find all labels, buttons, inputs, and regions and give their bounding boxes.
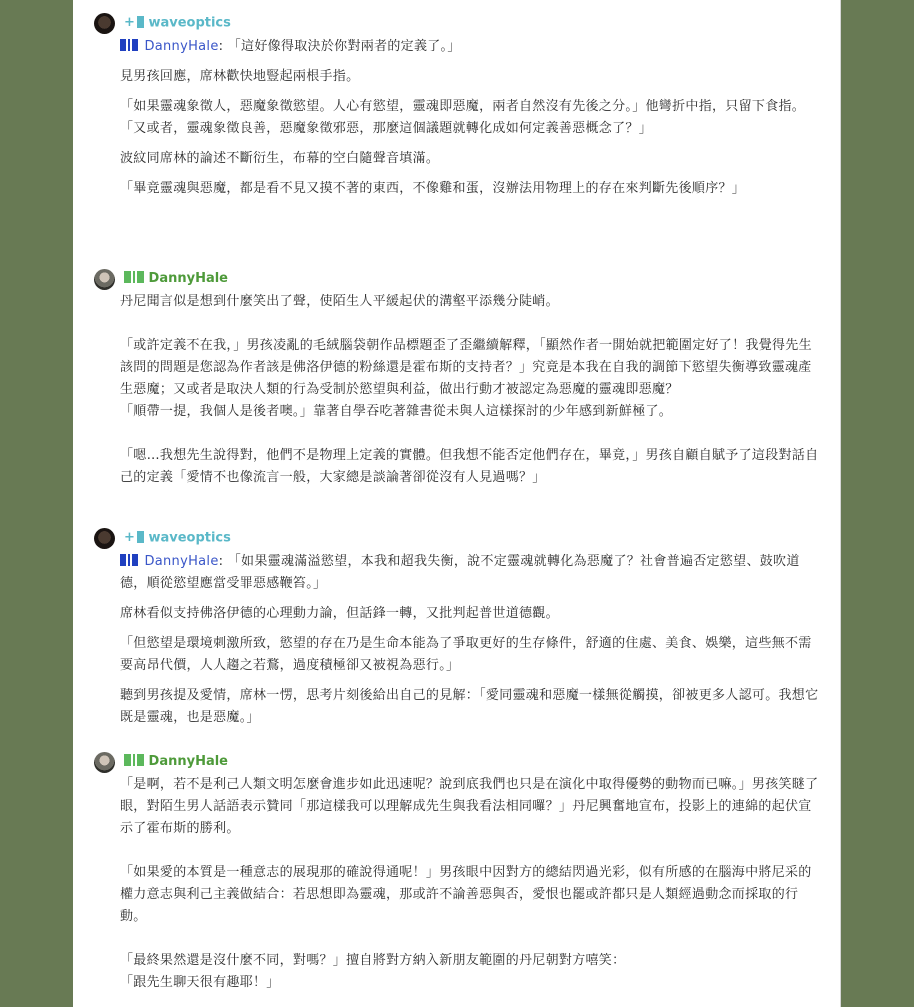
avatar[interactable] [94, 752, 115, 773]
plus-badge-icon: + [124, 15, 135, 30]
paragraph: 「嗯…我想先生說得對，他們不是物理上定義的實體。但我想不能否定他們存在，畢竟，」男孩自顧自賦予了這段對話自己的定義「愛情不也像流言一般，大家總是談論著卻從沒有人見過嗎？」 [120, 448, 819, 485]
paragraph: 「跟先生聊天很有趣耶！」 [120, 975, 280, 990]
paragraph: 聽到男孩提及愛情，席林一愣，思考片刻後給出自己的見解：「愛同靈魂和惡魔一樣無從觸摸，卻被更多人認可。我想它既是靈魂，也是惡魔。」 [120, 688, 819, 725]
paragraph: 「是啊，若不是利己人類文明怎麼會進步如此迅速呢？說到底我們也只是在演化中取得優勢的動物而已嘛。」男孩笑瞇了眼，對陌生男人話語表示贊同「那這樣我可以理解成先生與我看法相同囉？」丹尼興奮地宣布，投影上的連綿的起伏宣示了霍布斯的勝利。 [120, 777, 819, 836]
avatar[interactable] [94, 13, 115, 34]
username-text: waveoptics [148, 15, 231, 31]
color-block-icon [137, 16, 144, 28]
username-text: DannyHale [148, 754, 229, 769]
paragraph: 見男孩回應，席林歡快地豎起兩根手指。 [120, 69, 360, 84]
paragraph: 「畢竟靈魂與惡魔，都是看不見又摸不著的東西，不像雞和蛋，沒辦法用物理上的存在來判斷先後順序？」 [120, 181, 746, 196]
speaker-line [120, 551, 820, 595]
username[interactable] [124, 271, 228, 287]
speaker-divider-icon [128, 554, 130, 566]
chat-log-panel [73, 0, 841, 1007]
message-body [120, 551, 820, 737]
paragraph: 席林看似支持佛洛伊德的心理動力論，但話鋒一轉，又批判起普世道德觀。 [120, 606, 559, 621]
paragraph: 「如果愛的本質是一種意志的展現那的確說得通呢！」男孩眼中因對方的總結閃過光彩，似有所感的在腦海中將尼采的權力意志與利己主義做結合：若思想即為靈魂，那或許不論善惡與否，愛恨也罷或許都只是人類經過動念而採取的行動。 [120, 865, 812, 924]
plus-badge-icon: + [124, 530, 135, 545]
divider-icon [133, 754, 135, 766]
speaker-quote: : 「如果靈魂滿溢慾望，本我和超我失衡，說不定靈魂就轉化為惡魔了？社會普遍否定慾望、鼓吹道德，順從慾望應當受罪惡感鞭笞。」 [120, 554, 800, 591]
speaker-divider-icon [128, 39, 130, 51]
color-block-icon [124, 754, 131, 766]
message-body [120, 36, 820, 208]
speaker-block-icon [120, 554, 126, 566]
color-block-icon [137, 271, 144, 283]
paragraph: 波紋同席林的論述不斷衍生，布幕的空白隨聲音填滿。 [120, 151, 440, 166]
message-body [120, 291, 820, 497]
paragraph: 「最終果然還是沒什麼不同，對嗎？」擅自將對方納入新朋友範圍的丹尼朝對方嘻笑： [120, 953, 626, 968]
avatar[interactable] [94, 269, 115, 290]
color-block-icon [124, 271, 131, 283]
username-text: waveoptics [148, 530, 231, 546]
speaker-block-icon [120, 39, 126, 51]
username[interactable] [124, 15, 231, 31]
username-text: DannyHale [148, 271, 229, 286]
speaker-quote: : 「這好像得取決於你對兩者的定義了。」 [218, 39, 461, 54]
divider-icon [133, 271, 135, 283]
color-block-icon [137, 754, 144, 766]
paragraph: 「或許定義不在我，」男孩凌亂的毛絨腦袋朝作品標題歪了歪繼續解釋，「顯然作者一開始就把範圍定好了！我覺得先生該問的問題是您認為作者該是佛洛伊德的粉絲還是霍布斯的支持者？」究竟是本我在自我的調節下慾望失衡導致靈魂產生惡魔；又或者是取決人類的行為受制於慾望與利益，做出行動才被認定為惡魔的靈魂即惡魔？ [120, 338, 812, 397]
speaker-name: DannyHale [144, 39, 219, 54]
paragraph: 丹尼聞言似是想到什麼笑出了聲，使陌生人平緩起伏的溝壑平添幾分陡峭。 [120, 294, 559, 309]
speaker-block-icon [132, 554, 138, 566]
username[interactable] [124, 530, 231, 546]
speaker-block-icon [132, 39, 138, 51]
avatar[interactable] [94, 528, 115, 549]
color-block-icon [137, 531, 144, 543]
paragraph: 「如果靈魂象徵人，惡魔象徵慾望。人心有慾望，靈魂即惡魔，兩者自然沒有先後之分。」他彎折中指，只留下食指。「又或者，靈魂象徵良善，惡魔象徵邪惡，那麼這個議題就轉化成如何定義善惡概念了？」 [120, 99, 806, 136]
username[interactable] [124, 754, 228, 770]
speaker-line [120, 36, 820, 58]
message-body [120, 774, 820, 1002]
paragraph: 「順帶一提，我個人是後者噢。」靠著自學吞吃著雜書從未與人這樣探討的少年感到新鮮極了。 [120, 404, 673, 419]
paragraph: 「但慾望是環境刺激所致，慾望的存在乃是生命本能為了爭取更好的生存條件，舒適的住處、美食、娛樂，這些無不需要高昂代價，人人趨之若鶩，過度積極卻又被視為惡行。」 [120, 636, 812, 673]
speaker-name: DannyHale [144, 554, 219, 569]
